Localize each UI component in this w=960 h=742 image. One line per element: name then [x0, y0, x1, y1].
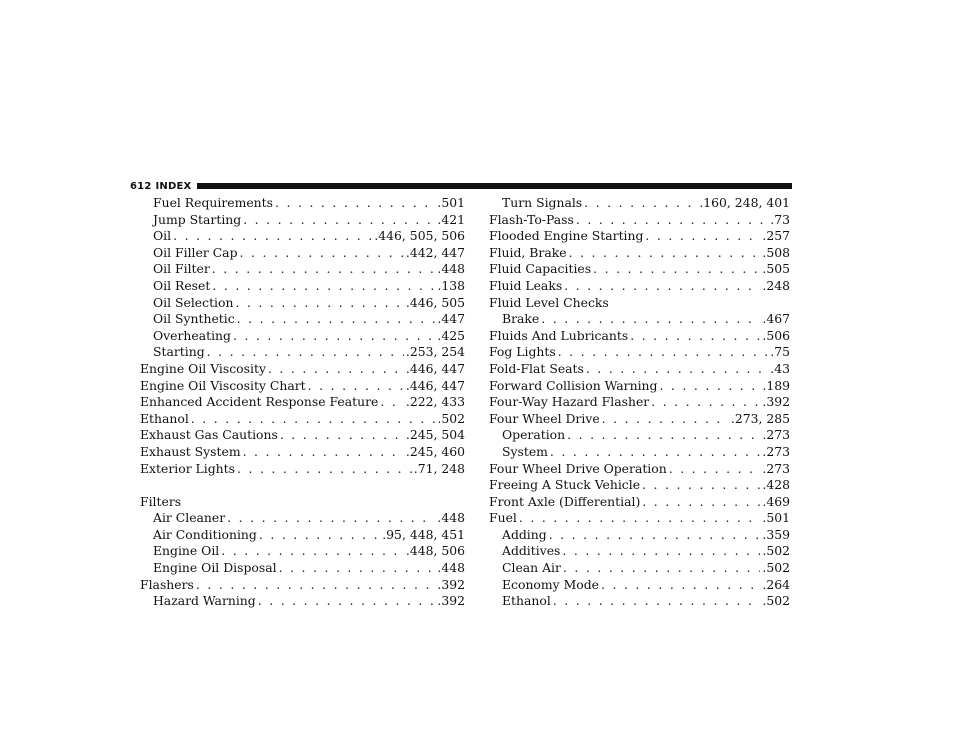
index-entry	[140, 577, 465, 594]
index-subentry	[489, 444, 790, 461]
entry-term: Hazard Warning	[153, 593, 256, 609]
entry-term: Oil Reset	[153, 277, 211, 293]
entry-pages: .273	[762, 427, 790, 443]
entry-pages: .448	[437, 510, 465, 526]
entry-pages: .392	[437, 593, 465, 609]
dot-leader	[569, 245, 761, 262]
index-entry	[140, 378, 465, 395]
index-subentry	[140, 344, 465, 361]
entry-term: Turn Signals	[502, 195, 583, 210]
entry-term: Oil Filter	[153, 261, 210, 277]
dot-leader	[233, 328, 435, 345]
index-column-right	[489, 195, 790, 610]
entry-pages: .501	[762, 510, 790, 526]
entry-term: Flash-To-Pass	[489, 211, 574, 227]
dot-leader	[227, 510, 435, 527]
entry-term: Forward Collision Warning	[489, 377, 658, 393]
dot-leader	[380, 394, 404, 411]
index-subentry	[140, 278, 465, 295]
dot-leader	[567, 427, 760, 444]
header-label	[130, 181, 191, 192]
entry-term: Exhaust System	[140, 443, 241, 459]
entry-term: Clean Air	[502, 560, 561, 576]
page-number: 612	[130, 180, 152, 192]
entry-term: Flooded Engine Starting	[489, 228, 644, 244]
entry-term: Additives	[502, 543, 561, 559]
index-entry	[489, 245, 790, 262]
dot-leader	[630, 328, 760, 345]
index-entry	[489, 494, 790, 511]
dot-leader	[584, 195, 697, 212]
entry-term: Engine Oil	[153, 543, 220, 559]
entry-term: Fluids And Lubricants	[489, 327, 629, 343]
entry-term: Operation	[502, 427, 566, 443]
entry-term: Jump Starting	[153, 211, 242, 227]
index-entry	[140, 494, 465, 511]
entry-term: Economy Mode	[502, 576, 599, 592]
dot-leader	[553, 593, 761, 610]
dot-leader	[258, 593, 436, 610]
index-entry	[489, 361, 790, 378]
dot-leader	[279, 560, 436, 577]
index-subentry	[140, 195, 465, 212]
dot-leader	[562, 543, 760, 560]
entry-term: Fog Lights	[489, 344, 556, 360]
dot-leader	[221, 543, 404, 560]
index-subentry	[140, 527, 465, 544]
entry-term: Ethanol	[140, 410, 189, 426]
entry-term: Ethanol	[502, 593, 551, 609]
index-entry	[489, 378, 790, 395]
entry-pages: .428	[762, 477, 790, 493]
index-subentry	[489, 593, 790, 610]
dot-leader	[558, 344, 769, 361]
entry-pages: .253, 254	[405, 344, 465, 360]
entry-term: Filters	[140, 493, 182, 509]
entry-term: Oil	[153, 228, 172, 244]
dot-leader	[235, 295, 403, 312]
dot-leader	[243, 444, 404, 461]
dot-leader	[564, 278, 760, 295]
index-subentry	[140, 261, 465, 278]
entry-term: Fuel Requirements	[153, 195, 274, 210]
dot-leader	[207, 344, 404, 361]
entry-pages: .222, 433	[405, 394, 465, 410]
entry-pages: .75	[770, 344, 790, 360]
dot-leader	[601, 577, 760, 594]
index-entry	[140, 461, 465, 478]
index-entry	[489, 295, 790, 312]
entry-term: Engine Oil Viscosity Chart	[140, 377, 306, 393]
index-entry	[489, 344, 790, 361]
entry-term: Fluid Capacities	[489, 261, 592, 277]
entry-pages: .421	[437, 211, 465, 227]
dot-leader	[669, 461, 761, 478]
entry-pages: .469	[762, 493, 790, 509]
entry-pages: .245, 504	[405, 427, 465, 443]
entry-pages: .425	[437, 327, 465, 343]
index-entry	[489, 261, 790, 278]
entry-term: Four Wheel Drive Operation	[489, 460, 667, 476]
entry-term: Oil Synthetic	[153, 311, 235, 327]
entry-pages: .71, 248	[413, 460, 465, 476]
entry-pages: .273	[762, 460, 790, 476]
dot-leader	[173, 228, 372, 245]
index-entry	[489, 228, 790, 245]
dot-leader	[275, 195, 435, 212]
dot-leader	[243, 212, 435, 229]
index-entry	[489, 278, 790, 295]
index-entry	[140, 394, 465, 411]
entry-pages: .448	[437, 560, 465, 576]
index-entry	[489, 411, 790, 428]
entry-term: Overheating	[153, 327, 231, 343]
entry-term: Front Axle (Differential)	[489, 493, 641, 509]
entry-pages: .273	[762, 443, 790, 459]
dot-leader	[280, 427, 404, 444]
index-subentry	[140, 510, 465, 527]
dot-leader	[308, 378, 404, 395]
entry-pages: .43	[770, 360, 790, 376]
entry-pages: .505	[762, 261, 790, 277]
dot-leader	[212, 261, 436, 278]
index-subentry	[140, 245, 465, 262]
dot-leader	[642, 494, 760, 511]
entry-term: Enhanced Accident Response Feature	[140, 394, 379, 410]
entry-pages: .446, 447	[405, 377, 465, 393]
entry-term: Fluid Leaks	[489, 277, 563, 293]
entry-term: Brake	[502, 311, 540, 327]
dot-leader	[212, 278, 435, 295]
dot-leader	[240, 245, 404, 262]
dot-leader	[645, 228, 760, 245]
entry-term: Fluid Level Checks	[489, 294, 609, 310]
entry-pages: .189	[762, 377, 790, 393]
entry-pages: .160, 248, 401	[699, 195, 790, 210]
entry-term: Freeing A Stuck Vehicle	[489, 477, 641, 493]
dot-leader	[541, 311, 760, 328]
dot-leader	[602, 411, 729, 428]
index-subentry	[140, 212, 465, 229]
dot-leader	[549, 527, 761, 544]
dot-leader	[519, 510, 761, 527]
index-entry	[489, 328, 790, 345]
index-entry	[489, 212, 790, 229]
entry-gap	[140, 477, 465, 494]
entry-pages: .502	[762, 543, 790, 559]
index-subentry	[140, 560, 465, 577]
index-entry	[489, 510, 790, 527]
entry-pages: .73	[770, 211, 790, 227]
entry-term: Engine Oil Disposal	[153, 560, 277, 576]
entry-term: Starting	[153, 344, 205, 360]
entry-term: Adding	[502, 526, 547, 542]
entry-term: Engine Oil Viscosity	[140, 360, 266, 376]
dot-leader	[550, 444, 760, 461]
index-subentry	[140, 228, 465, 245]
entry-pages: .501	[437, 195, 465, 210]
entry-pages: .446, 505, 506	[374, 228, 465, 244]
entry-term: Fluid, Brake	[489, 244, 567, 260]
dot-leader	[191, 411, 436, 428]
dot-leader	[659, 378, 760, 395]
entry-term: Four-Way Hazard Flasher	[489, 394, 650, 410]
entry-term: Exterior Lights	[140, 460, 235, 476]
entry-pages: .264	[762, 576, 790, 592]
index-entry	[489, 461, 790, 478]
entry-term: System	[502, 443, 548, 459]
page-header	[130, 179, 792, 193]
index-subentry	[489, 527, 790, 544]
index-subentry	[140, 593, 465, 610]
dot-leader	[237, 311, 436, 328]
index-entry	[489, 394, 790, 411]
dot-leader	[642, 477, 760, 494]
index-entry	[140, 427, 465, 444]
entry-pages: .446, 505	[405, 294, 465, 310]
dot-leader	[593, 261, 760, 278]
index-subentry	[140, 295, 465, 312]
entry-pages: .447	[437, 311, 465, 327]
dot-leader	[563, 560, 760, 577]
entry-pages: .245, 460	[405, 443, 465, 459]
entry-pages: .448	[437, 261, 465, 277]
index-subentry	[489, 195, 790, 212]
dot-leader	[196, 577, 436, 594]
index-subentry	[489, 560, 790, 577]
entry-pages: .392	[762, 394, 790, 410]
entry-pages: .257	[762, 228, 790, 244]
entry-pages: .446, 447	[405, 360, 465, 376]
entry-term: Fold-Flat Seats	[489, 360, 584, 376]
dot-leader	[576, 212, 768, 229]
dot-leader	[651, 394, 760, 411]
index-subentry	[489, 543, 790, 560]
index-subentry	[489, 311, 790, 328]
index-entry	[140, 411, 465, 428]
entry-pages: .248	[762, 277, 790, 293]
entry-term: Flashers	[140, 576, 194, 592]
index-subentry	[140, 543, 465, 560]
index-entry	[140, 444, 465, 461]
entry-pages: .448, 506	[405, 543, 465, 559]
entry-term: Oil Selection	[153, 294, 234, 310]
entry-pages: .95, 448, 451	[382, 526, 465, 542]
dot-leader	[237, 461, 412, 478]
entry-pages: .467	[762, 311, 790, 327]
entry-pages: .273, 285	[730, 410, 790, 426]
entry-pages: .508	[762, 244, 790, 260]
index-column-left	[140, 195, 465, 610]
index-subentry	[489, 577, 790, 594]
dot-leader	[586, 361, 768, 378]
entry-pages: .442, 447	[405, 244, 465, 260]
entry-pages: .359	[762, 526, 790, 542]
index-entry	[489, 477, 790, 494]
dot-leader	[259, 527, 380, 544]
entry-pages: .506	[762, 327, 790, 343]
entry-term: Four Wheel Drive	[489, 410, 600, 426]
index-entry	[140, 361, 465, 378]
entry-term: Oil Filler Cap	[153, 244, 238, 260]
dot-leader	[268, 361, 404, 378]
index-subentry	[140, 328, 465, 345]
entry-term: Air Conditioning	[153, 526, 257, 542]
entry-pages: .502	[437, 410, 465, 426]
index-subentry	[489, 427, 790, 444]
entry-pages: .392	[437, 576, 465, 592]
entry-pages: .502	[762, 560, 790, 576]
entry-pages: .502	[762, 593, 790, 609]
entry-term: Exhaust Gas Cautions	[140, 427, 278, 443]
entry-pages: .138	[437, 277, 465, 293]
section-title: INDEX	[155, 180, 192, 192]
entry-term: Fuel	[489, 510, 517, 526]
entry-term: Air Cleaner	[153, 510, 226, 526]
index-subentry	[140, 311, 465, 328]
header-rule	[197, 183, 792, 189]
